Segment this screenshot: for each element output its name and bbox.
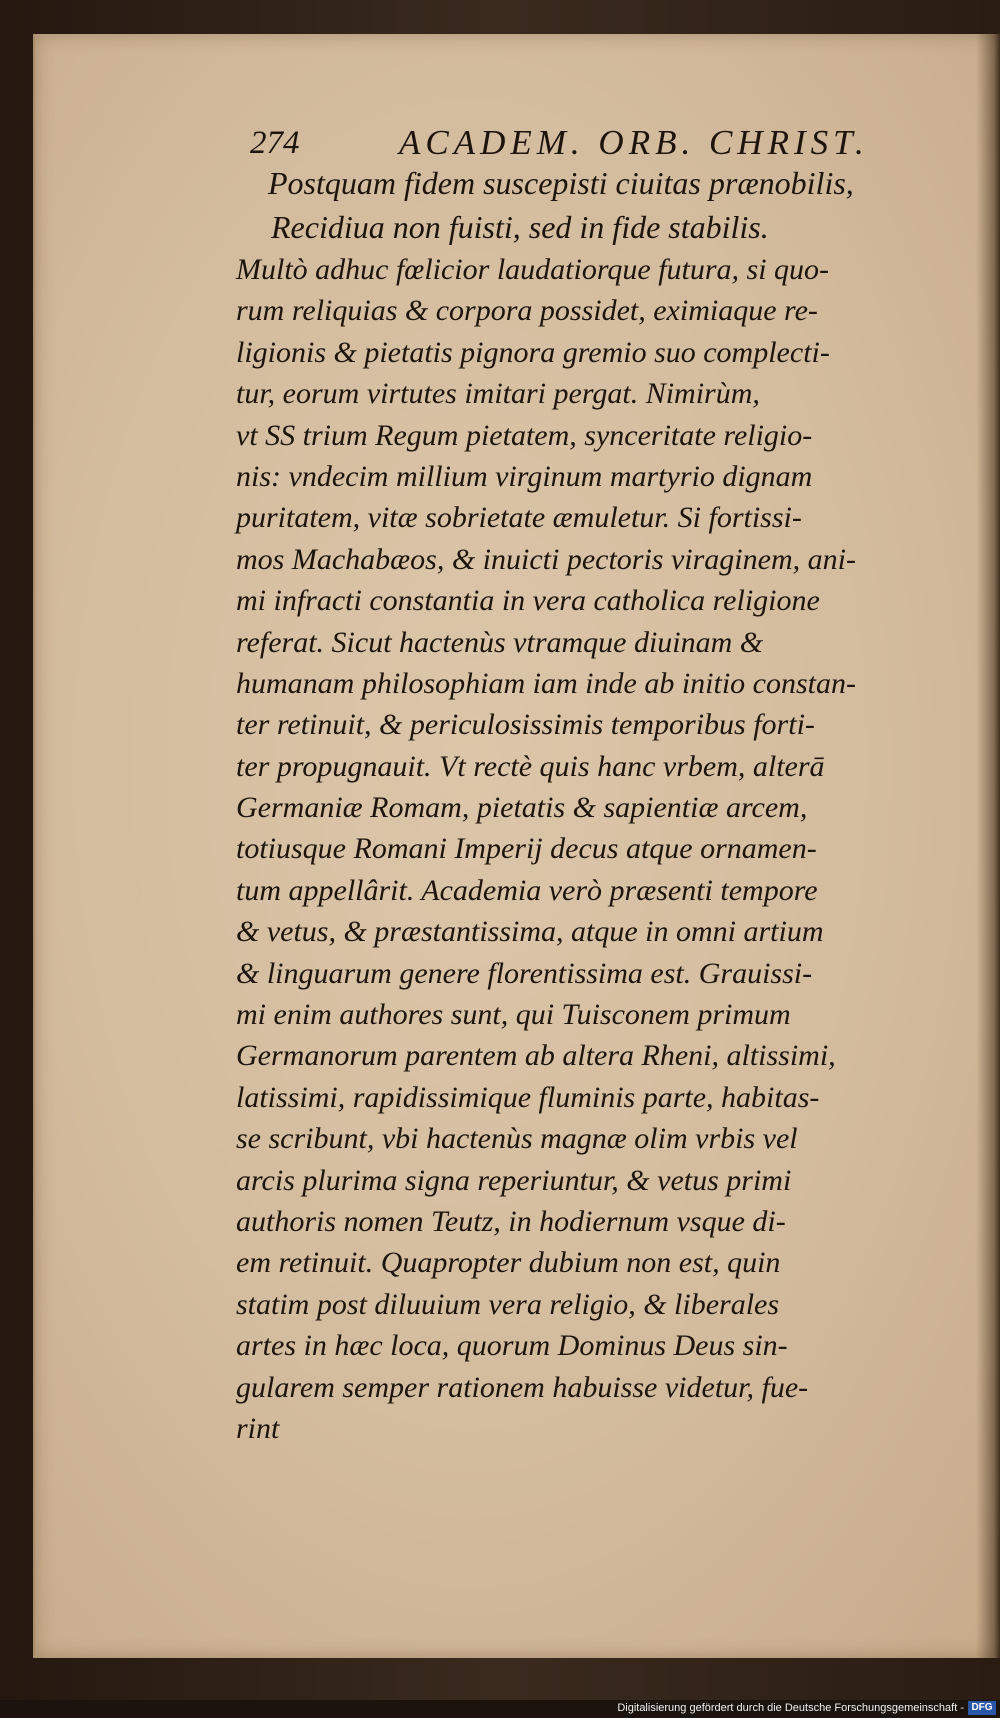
text-line: artes in hæc loca, quorum Dominus Deus sin- (236, 1329, 788, 1363)
text-line: mos Machabæos, & inuicti pectoris viraginem, ani- (236, 542, 856, 576)
text-line: arcis plurima signa reperiuntur, & vetus primi (236, 1163, 792, 1197)
text-line: mi infracti constantia in vera catholica religione (236, 584, 820, 618)
text-line: em retinuit. Quapropter dubium non est, quin (236, 1246, 781, 1280)
text-line: authoris nomen Teutz, in hodiernum vsque di- (236, 1204, 786, 1238)
text-line: latissimi, rapidissimique fluminis parte, habitas- (236, 1080, 820, 1114)
text-line: mi enim authores sunt, qui Tuisconem primum (236, 998, 791, 1032)
digitization-credit: Digitalisierung gefördert durch die Deutsche Forschungsgemeinschaft - (617, 1702, 964, 1714)
text-line: ter propugnauit. Vt rectè quis hanc vrbem, alterā (236, 749, 825, 783)
body-text (236, 249, 936, 1449)
text-line: totiusque Romani Imperij decus atque ornamen- (236, 832, 817, 866)
page-header (216, 118, 916, 168)
verse-line: Postquam fidem suscepisti ciuitas prænobilis, (268, 165, 854, 201)
text-line: Multò adhuc fœlicior laudatiorque futura, si quo- (236, 253, 830, 286)
text-line: statim post diluuium vera religio, & liberales (236, 1287, 780, 1321)
text-line: rint (236, 1411, 280, 1445)
text-line: tum appellârit. Academia verò præsenti tempore (236, 873, 818, 907)
text-line: & linguarum genere florentissima est. Grauissi- (236, 956, 813, 990)
text-line: ter retinuit, & periculosissimis temporibus forti- (236, 708, 815, 742)
text-line: gularem semper rationem habuisse videtur, fue- (236, 1370, 809, 1404)
text-line: nis: vndecim millium virginum martyrio dignam (236, 459, 813, 493)
text-line: puritatem, vitæ sobrietate æmuletur. Si fortissi- (236, 501, 802, 535)
page-number: 274 (250, 125, 300, 161)
text-line: vt SS trium Regum pietatem, synceritate religio- (236, 418, 813, 452)
text-line: referat. Sicut hactenùs vtramque diuinam & (236, 625, 764, 659)
text-line: Germanorum parentem ab altera Rheni, altissimi, (236, 1039, 836, 1073)
text-line: ligionis & pietatis pignora gremio suo complecti- (236, 335, 830, 369)
page-gutter-shadow (976, 34, 1000, 1658)
running-head: ACADEM. ORB. CHRIST. (399, 123, 869, 162)
text-line: rum reliquias & corpora possidet, eximiaque re- (236, 294, 818, 328)
text-line: tur, eorum virtutes imitari pergat. Nimirùm, (236, 377, 760, 411)
text-line: se scribunt, vbi hactenùs magnæ olim vrbis vel (236, 1122, 798, 1156)
text-line: & vetus, & præstantissima, atque in omni artium (236, 915, 824, 949)
text-line: Germaniæ Romam, pietatis & sapientiæ arcem, (236, 791, 808, 825)
dfg-logo: DFG (968, 1701, 996, 1715)
text-line: humanam philosophiam iam inde ab initio constan- (236, 666, 856, 700)
verse-line: Recidiua non fuisti, sed in fide stabilis. (271, 209, 769, 245)
